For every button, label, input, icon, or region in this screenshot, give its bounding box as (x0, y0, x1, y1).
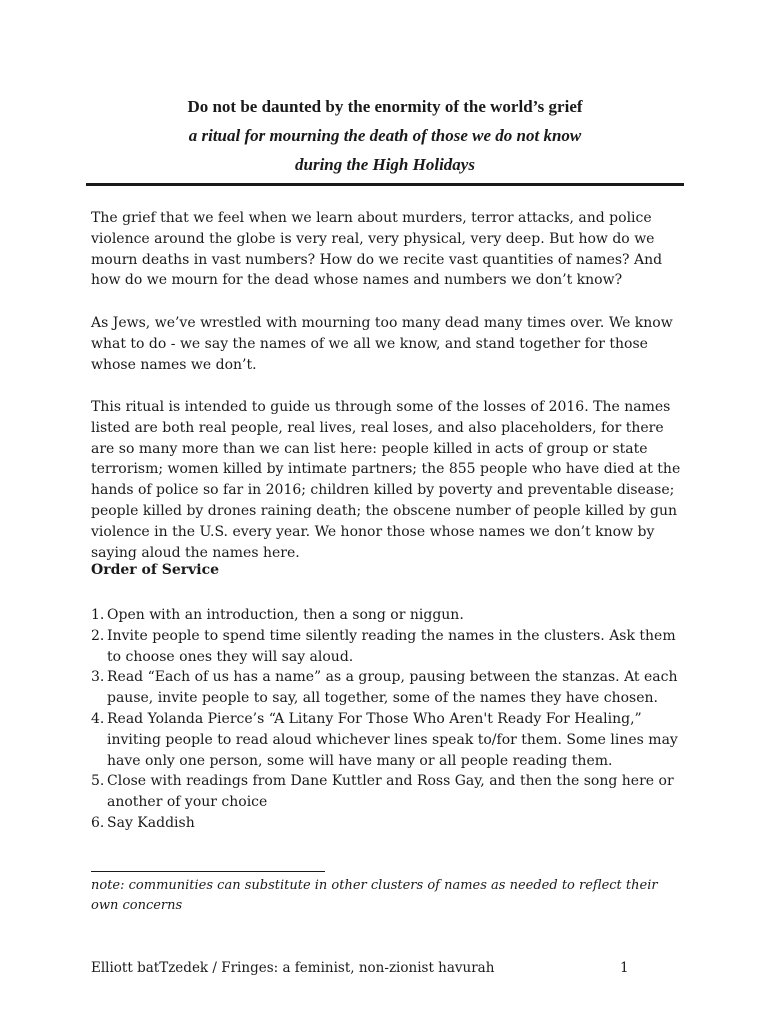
title-divider (86, 183, 684, 186)
intro-paragraph: The grief that we feel when we learn about murders, terror attacks, and police violence around the globe is very real, very physical, very deep. But how do we mourn deaths in vast numbers? How do we recite vast quantities of names? And how do we mourn for the dead whose names and numbers we don’t know? (91, 210, 663, 289)
page-subtitle-occasion: during the High Holidays (295, 155, 475, 174)
list-item-text: Invite people to spend time silently reading the names in the clusters. Ask them to choose ones they will say aloud. (107, 627, 676, 665)
title-block (86, 92, 684, 179)
list-item (91, 667, 691, 709)
ritual-paragraph: This ritual is intended to guide us through some of the losses of 2016. The names listed are both real people, real lives, real loses, and also placeholders, for there are so many more than we can list here: people killed in acts of group or state terrorism; women killed by intimate partners; the 855 people who have died at the hands of police so far in 2016; children killed by poverty and preventable disease; people killed by drones raining death; the obscene number of people killed by gun violence in the U.S. every year. We honor those whose names we don’t know by saying aloud the names here. (91, 399, 681, 561)
list-item-number: 3. (91, 669, 105, 686)
order-of-service-heading: Order of Service (91, 562, 220, 578)
footnote: note: communities can substitute in other clusters of names as needed to reflect their own concerns (91, 878, 658, 913)
list-item-number: 4. (91, 710, 105, 727)
list-item-text: Close with readings from Dane Kuttler and Ross Gay, and then the song here or another of your choice (107, 773, 674, 811)
list-item-number: 1. (91, 607, 105, 623)
list-item-text: Open with an introduction, then a song or niggun. (107, 607, 464, 623)
list-item (91, 813, 691, 834)
footer-credit: Elliott batTzedek / Fringes: a feminist, non-zionist havurah (91, 960, 495, 976)
list-item (91, 605, 691, 626)
list-item-number: 6. (91, 814, 105, 831)
list-item-number: 2. (91, 627, 105, 644)
list-item-text: Read “Each of us has a name” as a group, pausing between the stanzas. At each pause, invite people to say, all together, some of the names they have chosen. (107, 669, 678, 707)
list-item-text: Say Kaddish (107, 814, 195, 831)
list-item (91, 771, 691, 813)
page-subtitle: a ritual for mourning the death of those we do not know (188, 126, 582, 145)
jews-paragraph: As Jews, we’ve wrestled with mourning too many dead many times over. We know what to do - we say the names of we all we know, and stand together for those whose names we don’t. (91, 315, 673, 373)
page-number: 1 (620, 960, 629, 976)
list-item (91, 709, 691, 771)
order-of-service-list (91, 605, 691, 834)
footnote-divider (91, 871, 325, 872)
list-item (91, 626, 691, 668)
list-item-number: 5. (91, 773, 105, 790)
page-title: Do not be daunted by the enormity of the world’s grief (187, 97, 583, 116)
list-item-text: Read Yolanda Pierce’s “A Litany For Those Who Aren't Ready For Healing,” inviting people to read aloud whichever lines speak to/for them. Some lines may have only one person, some will have many or all people reading them. (107, 710, 678, 769)
